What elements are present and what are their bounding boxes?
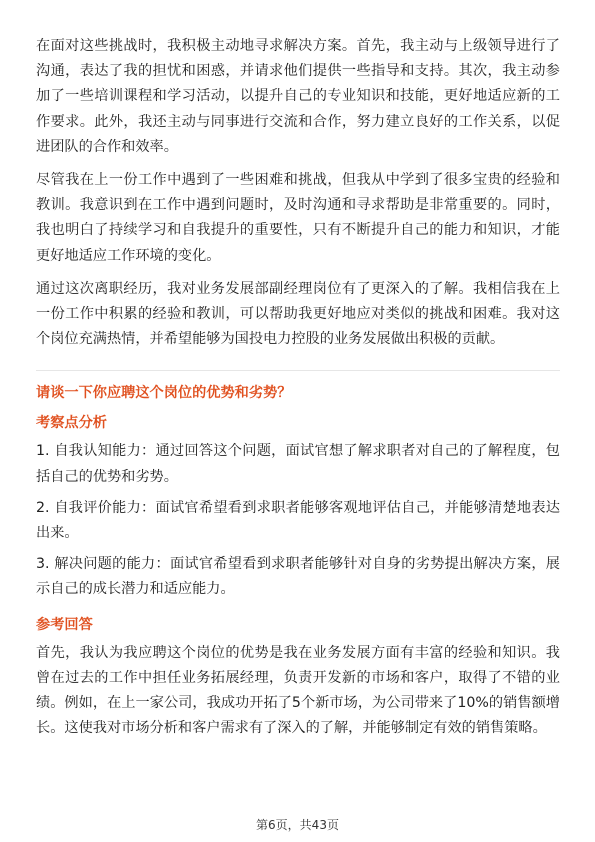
analysis-heading: 考察点分析 xyxy=(36,415,107,432)
analysis-item-3: 3. 解决问题的能力：面试官希望看到求职者能够针对自身的劣势提出解决方案，展示自己的成长潜力和适应能力。 xyxy=(36,556,560,598)
page-content xyxy=(36,34,560,749)
question-title: 请谈一下你应聘这个岗位的优势和劣势？ xyxy=(36,385,292,402)
answer-heading: 参考回答 xyxy=(36,616,93,633)
section-divider xyxy=(36,370,560,371)
paragraph-conclusion: 通过这次离职经历，我对业务发展部副经理岗位有了更深入的了解。我相信我在上一份工作中积累的经验和教训，可以帮助我更好地应对类似的挑战和困难。我对这个岗位充满热情，并希望能够为国投电力控股的业务发展做出积极的贡献。 xyxy=(36,280,560,348)
answer-text: 首先，我认为我应聘这个岗位的优势是我在业务发展方面有丰富的经验和知识。我曾在过去的工作中担任业务拓展经理，负责开发新的市场和客户，取得了不错的业绩。例如，在上一家公司，我成功开拓了5个新市场，为公司带来了10%的销售额增长。这使我对市场分析和客户需求有了深入的了解，并能够制定有效的销售策略。 xyxy=(36,644,560,737)
analysis-item-2: 2. 自我评价能力：面试官希望看到求职者能够客观地评估自己，并能够清楚地表达出来。 xyxy=(36,499,560,542)
paragraph-solutions: 在面对这些挑战时，我积极主动地寻求解决方案。首先，我主动与上级领导进行了沟通，表达了我的担忧和困惑，并请求他们提供一些指导和支持。其次，我主动参加了一些培训课程和学习活动，以提升自己的专业知识和技能，更好地适应新的工作要求。此外，我还主动与同事进行交流和合作，努力建立良好的工作关系，以促进团队的合作和效率。 xyxy=(36,38,560,155)
paragraph-lessons: 尽管我在上一份工作中遇到了一些困难和挑战，但我从中学到了很多宝贵的经验和教训。我意识到在工作中遇到问题时，及时沟通和寻求帮助是非常重要的。同时，我也明白了持续学习和自我提升的重要性，只有不断提升自己的能力和知识，才能更好地适应工作环境的变化。 xyxy=(36,172,560,264)
analysis-item-1: 1. 自我认知能力：通过回答这个问题，面试官想了解求职者对自己的了解程度，包括自己的优势和劣势。 xyxy=(36,443,560,485)
page-number: 第6页，共43页 xyxy=(256,818,339,832)
